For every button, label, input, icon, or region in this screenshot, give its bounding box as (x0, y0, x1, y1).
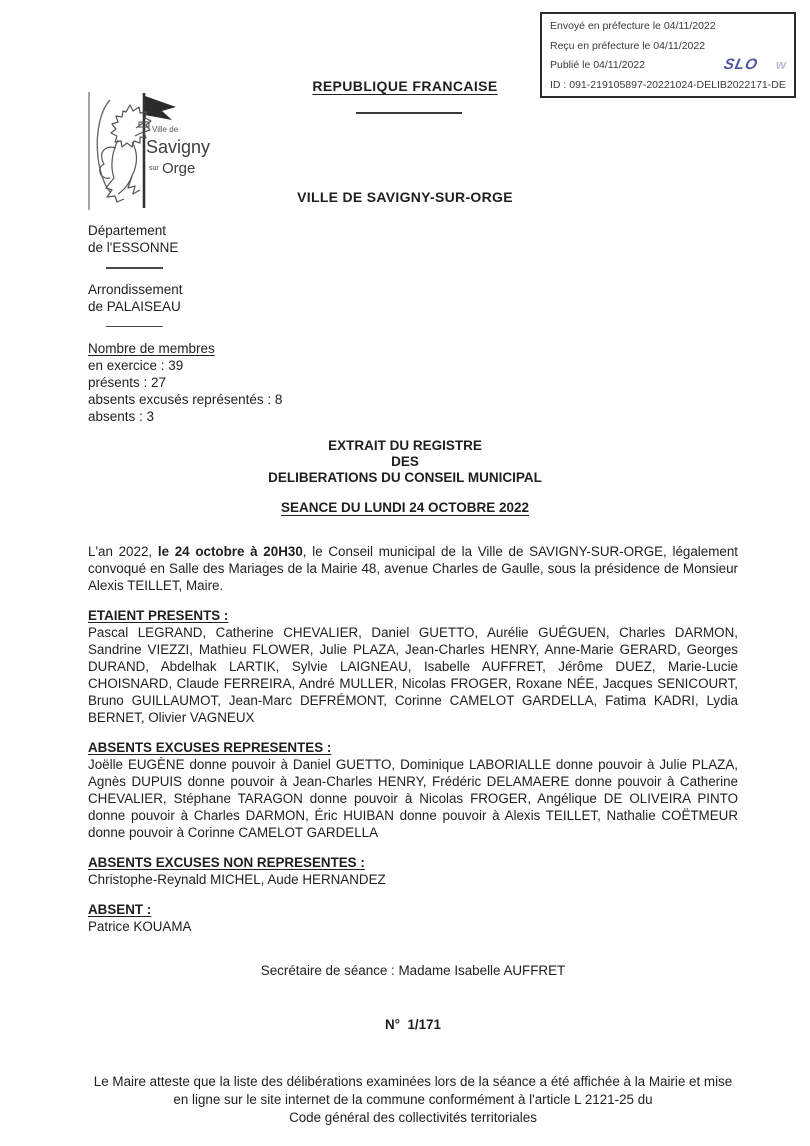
logo-ville-de: Ville de (152, 125, 179, 134)
stamp-published-line: Publié le 04/11/2022 (550, 59, 645, 71)
deliberation-number: N° 1/171 (385, 1017, 441, 1032)
divider-rule (106, 267, 163, 269)
membres-absents: absents : 3 (88, 409, 155, 424)
stamp-received-line: Reçu en préfecture le 04/11/2022 (550, 39, 706, 52)
section-heading-absents-representes: ABSENTS EXCUSES REPRESENTES : (88, 740, 332, 755)
logo-sur: sur (149, 165, 159, 172)
republic-title-text: REPUBLIQUE FRANCAISE (312, 78, 498, 94)
membres-en-exercice: en exercice : 39 (88, 358, 184, 373)
arrondissement-label-line2: de PALAISEAU (88, 298, 181, 314)
section-text-absents-representes: Joëlle EUGÈNE donne pouvoir à Daniel GUETTO, Dominique LABORIALLE donne pouvoir à Julie PLAZA, Agnès DUPUIS donne pouvoir à Jean-Charles HENRY, Frédéric DELAMAERE donne pouvoir à Catherine CHEVALIER, Stéphane TARAGON donne pouvoir à Nicolas FROGER, Angélique DE OLIVEIRA PINTO donne pouvoir à Charles DARMON, Éric HUIBAN donne pouvoir à Alexis TEILLET, Nathalie COËTMEUR donne pouvoir à Corinne CAMELOT GARDELLA (88, 757, 738, 840)
membres-title: Nombre de membres (88, 341, 215, 356)
section-text-absents-non-representes: Christophe-Reynald MICHEL, Aude HERNANDEZ (88, 872, 386, 887)
secretary-line: Secrétaire de séance : Madame Isabelle AUFFRET (260, 963, 566, 978)
attestation-line1: Le Maire atteste que la liste des délibérations examinées lors de la séance a été affichée à la Mairie et mise (93, 1074, 733, 1089)
stamp-id-line: ID : 091-219105897-20221024-DELIB2022171-DE (550, 78, 786, 91)
section-heading-presents: ETAIENT PRESENTS : (88, 608, 229, 623)
pennant-flag (145, 96, 176, 120)
section-text-absent: Patrice KOUAMA (88, 919, 192, 934)
seance-heading (0, 500, 810, 516)
logo-orge: Orge (162, 160, 196, 177)
stamp-published-row (550, 56, 786, 76)
horizontal-rule (356, 112, 462, 114)
slo-platform-logo (724, 55, 786, 77)
arrondissement-label-line1: Arrondissement (88, 281, 183, 297)
departement-label-line2: de l'ESSONNE (88, 240, 179, 255)
section-heading-absent: ABSENT : (88, 902, 152, 917)
slo-logo-squiggle: w (775, 57, 786, 72)
logo-savigny: Savigny (146, 137, 211, 157)
section-heading-absents-non-representes: ABSENTS EXCUSES NON REPRESENTES : (88, 855, 365, 870)
section-text-presents: Pascal LEGRAND, Catherine CHEVALIER, Daniel GUETTO, Aurélie GUÉGUEN, Charles DARMON, Sandrine VIEZZI, Mathieu FLOWER, Julie PLAZA, Jean-Charles HENRY, Anne-Marie GERARD, Georges DURAND, Abdelhak LARTIK, Sylvie LAIGNEAU, Isabelle AUFFRET, Jérôme DUEZ, Marie-Lucie CHOISNARD, Claude FERREIRA, André MULLER, Nicolas FROGER, Roxane NÉE, Jacques SENICOURT, Bruno GUILLAUMOT, Jean-Marc DEFRÉMONT, Corinne CAMELOT GARDELLA, Fatima KADRI, Lydia BERNET, Olivier VAGNEUX (88, 625, 738, 725)
opening-prefix: L'an 2022, (88, 544, 158, 559)
extrait-line3: DELIBERATIONS DU CONSEIL MUNICIPAL (268, 470, 542, 485)
extrait-line1: EXTRAIT DU REGISTRE (328, 438, 482, 453)
attestation-line2: en ligne sur le site internet de la commune conformément à l'article L 2121-25 du (173, 1092, 653, 1107)
stamp-sent-line: Envoyé en préfecture le 04/11/2022 (550, 20, 716, 32)
left-column (88, 222, 348, 425)
attestation-line3: Code général des collectivités territoriales (289, 1110, 537, 1125)
opening-paragraph (88, 543, 738, 594)
seance-heading-text: SEANCE DU LUNDI 24 OCTOBRE 2022 (280, 500, 530, 515)
extrait-line2: DES (391, 454, 419, 469)
city-title: VILLE DE SAVIGNY-SUR-ORGE (297, 189, 513, 205)
register-headings (0, 438, 810, 516)
opening-suffix: , le Conseil municipal de la Ville de SAVIGNY-SUR-ORGE, légalement convoqué en Salle des Mariages de la Mairie 48, avenue Charles de Gaulle, sous la présidence de Monsieur Alexis TEILLET, Maire. (88, 544, 738, 593)
mayor-attestation (88, 1073, 738, 1127)
opening-datetime: le 24 octobre à 20H30 (157, 544, 303, 559)
departement-label-line1: Département (88, 223, 167, 238)
slo-logo-text: SLO (722, 56, 760, 73)
divider-rule (106, 326, 163, 328)
membres-presents: présents : 27 (88, 375, 167, 390)
document-body (88, 543, 738, 1127)
membres-absents-representes: absents excusés représentés : 8 (88, 392, 283, 407)
